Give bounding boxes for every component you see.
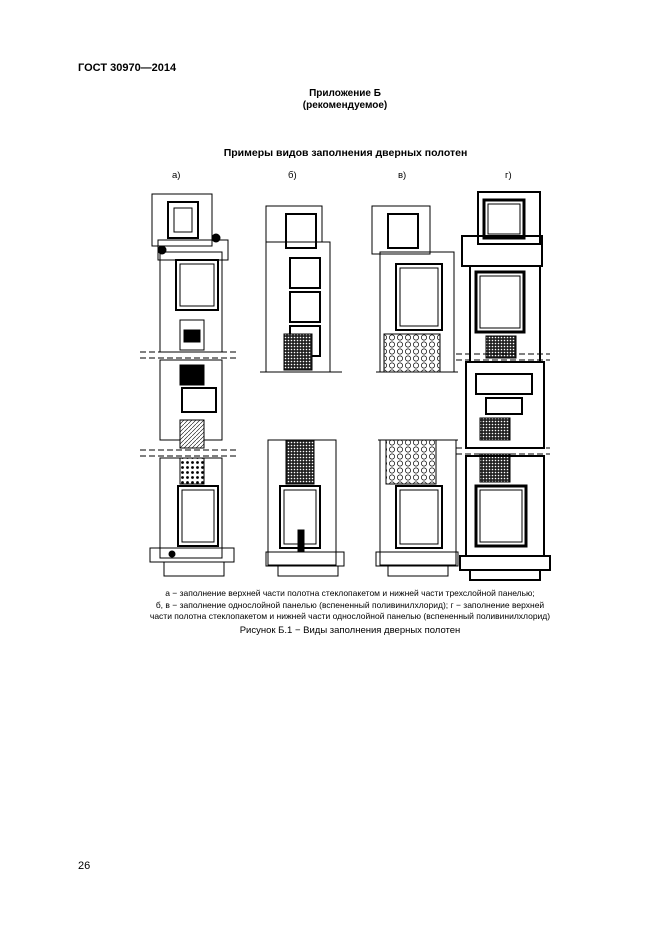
figure-heading: Примеры видов заполнения дверных полотен [223, 147, 468, 159]
panel-v-drawing [372, 206, 458, 576]
panel-label-v: в) [398, 170, 407, 181]
panel-a-drawing [140, 194, 238, 576]
panel-b-drawing [260, 206, 344, 576]
door-fill-figure [140, 180, 560, 585]
page-number: 26 [78, 860, 91, 872]
appendix-heading [290, 88, 400, 112]
panel-g-drawing [456, 192, 550, 580]
legend-line-2: б, в − заполнение однослойной панелью (вспененный поливинилхлорид); г − заполнение верхней [155, 599, 545, 610]
document-header: ГОСТ 30970—2014 [78, 62, 177, 74]
figure-legend [120, 588, 580, 623]
legend-line-1: а − заполнение верхней части полотна стеклопакетом и нижней части трехслойной панелью; [165, 588, 535, 598]
appendix-note: (рекомендуемое) [302, 100, 388, 111]
appendix-title: Приложение Б [309, 88, 381, 99]
legend-line-3: части полотна стеклопакетом и нижней части однослойной панелью (вспененный поливинилхлорид) [149, 611, 551, 621]
panel-label-g: г) [505, 170, 512, 181]
panel-label-a: а) [172, 170, 181, 181]
figure-caption: Рисунок Б.1 − Виды заполнения дверных полотен [239, 625, 461, 636]
panel-label-b: б) [288, 170, 297, 181]
